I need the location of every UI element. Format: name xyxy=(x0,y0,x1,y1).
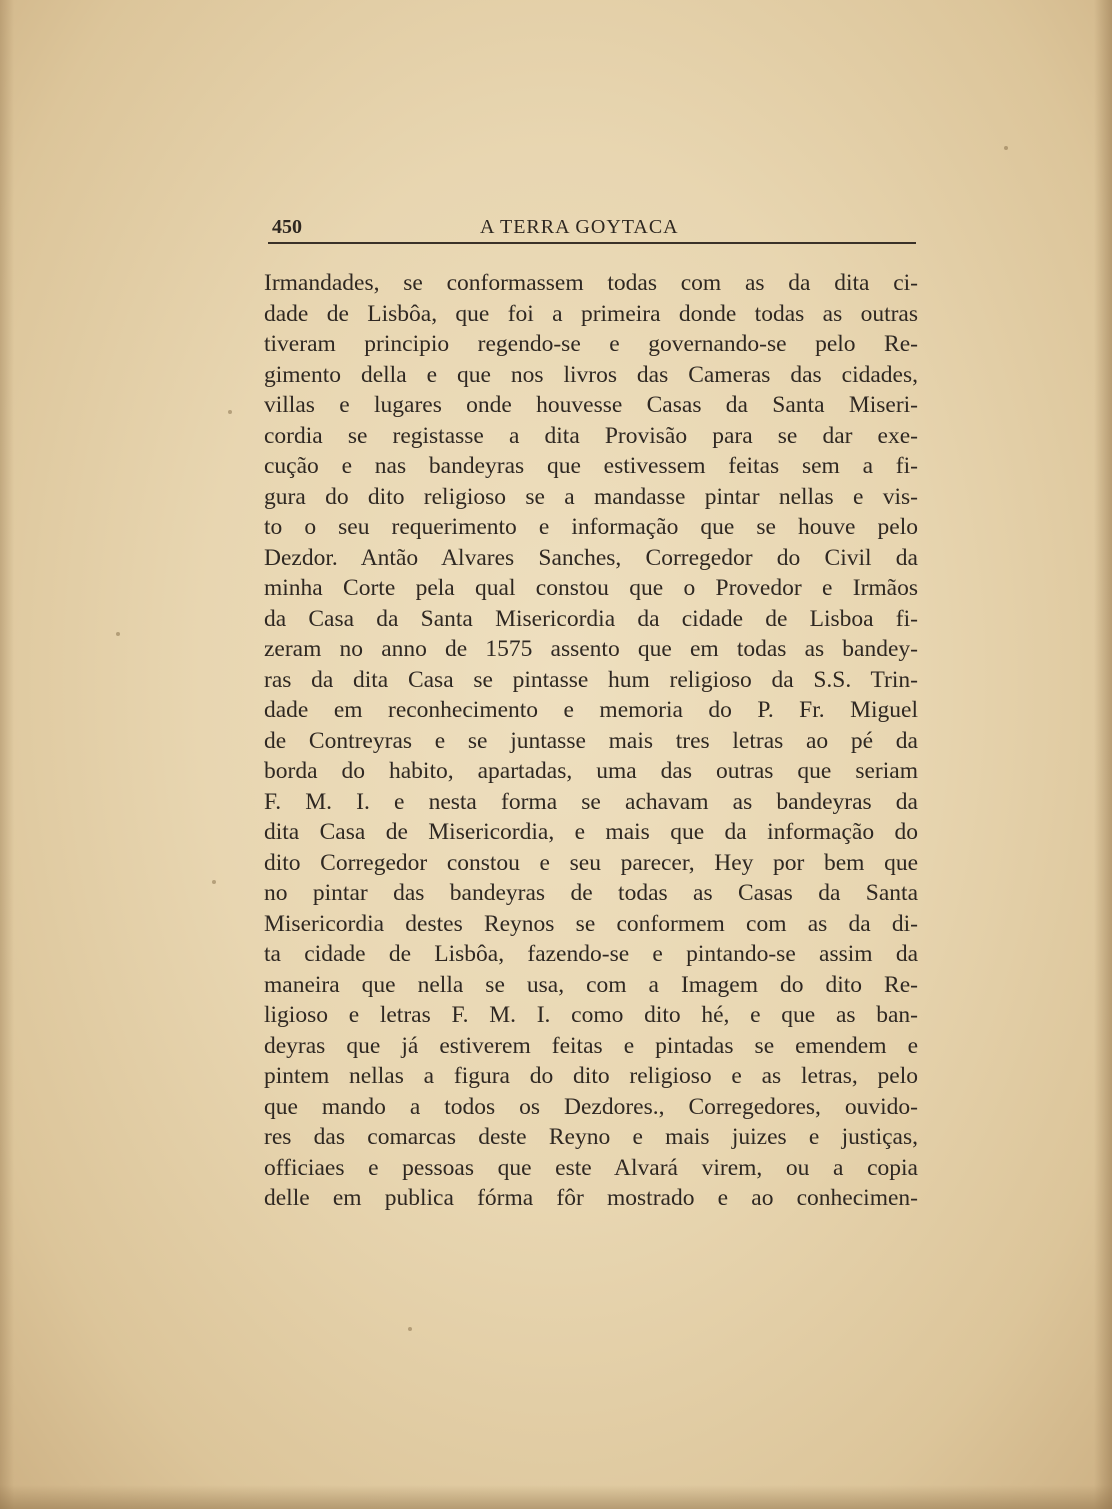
paper-fleck xyxy=(212,880,216,884)
body-text xyxy=(264,268,918,1214)
text-line: cução e nas bandeyras que estivessem feitas sem a fi- xyxy=(264,453,918,479)
paper-fleck xyxy=(116,632,120,636)
text-line: deyras que já estiverem feitas e pintadas se emendem e xyxy=(264,1032,918,1059)
text-line: minha Corte pela qual constou que o Provedor e Irmãos xyxy=(264,575,918,601)
text-line: no pintar das bandeyras de todas as Casas da Santa xyxy=(264,880,918,906)
text-line: F. M. I. e nesta forma se achavam as bandeyras da xyxy=(264,788,918,815)
running-header xyxy=(268,214,916,244)
page-edge-right xyxy=(1094,0,1112,1509)
text-line: dita Casa de Misericordia, e mais que da informação do xyxy=(264,819,918,845)
page-edge-left xyxy=(0,0,14,1509)
text-line: Irmandades, se conformassem todas com as da dita ci- xyxy=(264,270,918,296)
text-line: dade em reconhecimento e memoria do P. Fr. Miguel xyxy=(264,697,918,723)
text-line: Dezdor. Antão Alvares Sanches, Corregedor do Civil da xyxy=(264,544,918,571)
text-line: dade de Lisbôa, que foi a primeira donde todas as outras xyxy=(264,300,918,327)
text-line: tiveram principio regendo-se e governando-se pelo Re- xyxy=(264,331,918,357)
text-line: gimento della e que nos livros das Cameras das cidades, xyxy=(264,361,918,388)
text-line: de Contreyras e se juntasse mais tres letras ao pé da xyxy=(264,727,918,754)
text-line: zeram no anno de 1575 assento que em todas as bandey- xyxy=(264,636,918,662)
paper-fleck xyxy=(1004,146,1008,150)
text-line: res das comarcas deste Reyno e mais juizes e justiças, xyxy=(264,1124,918,1150)
text-line: officiaes e pessoas que este Alvará virem, ou a copia xyxy=(264,1154,918,1181)
text-line: da Casa da Santa Misericordia da cidade de Lisboa fi- xyxy=(264,605,918,632)
text-line: gura do dito religioso se a mandasse pintar nellas e vis- xyxy=(264,483,918,510)
text-line: ras da dita Casa se pintasse hum religioso da S.S. Trin- xyxy=(264,666,918,693)
paper-fleck xyxy=(408,1327,412,1331)
running-title: A TERRA GOYTACA xyxy=(480,216,679,238)
text-line: borda do habito, apartadas, uma das outras que seriam xyxy=(264,758,918,784)
paper-fleck xyxy=(228,410,232,414)
text-line: to o seu requerimento e informação que se houve pelo xyxy=(264,514,918,540)
text-line: ta cidade de Lisbôa, fazendo-se e pintando-se assim da xyxy=(264,941,918,967)
text-line: delle em publica fórma fôr mostrado e ao conhecimen- xyxy=(264,1185,918,1211)
text-line: cordia se registasse a dita Provisão para se dar exe- xyxy=(264,422,918,449)
text-line: Misericordia destes Reynos se conformem com as da di- xyxy=(264,910,918,937)
text-line: dito Corregedor constou e seu parecer, Hey por bem que xyxy=(264,849,918,876)
text-line: que mando a todos os Dezdores., Corregedores, ouvido- xyxy=(264,1093,918,1120)
page-number: 450 xyxy=(272,216,302,238)
page-edge-bottom xyxy=(0,1485,1112,1509)
text-line: ligioso e letras F. M. I. como dito hé, e que as ban- xyxy=(264,1002,918,1028)
text-line: villas e lugares onde houvesse Casas da Santa Miseri- xyxy=(264,392,918,418)
text-line: maneira que nella se usa, com a Imagem do dito Re- xyxy=(264,971,918,998)
text-line: pintem nellas a figura do dito religioso e as letras, pelo xyxy=(264,1063,918,1089)
